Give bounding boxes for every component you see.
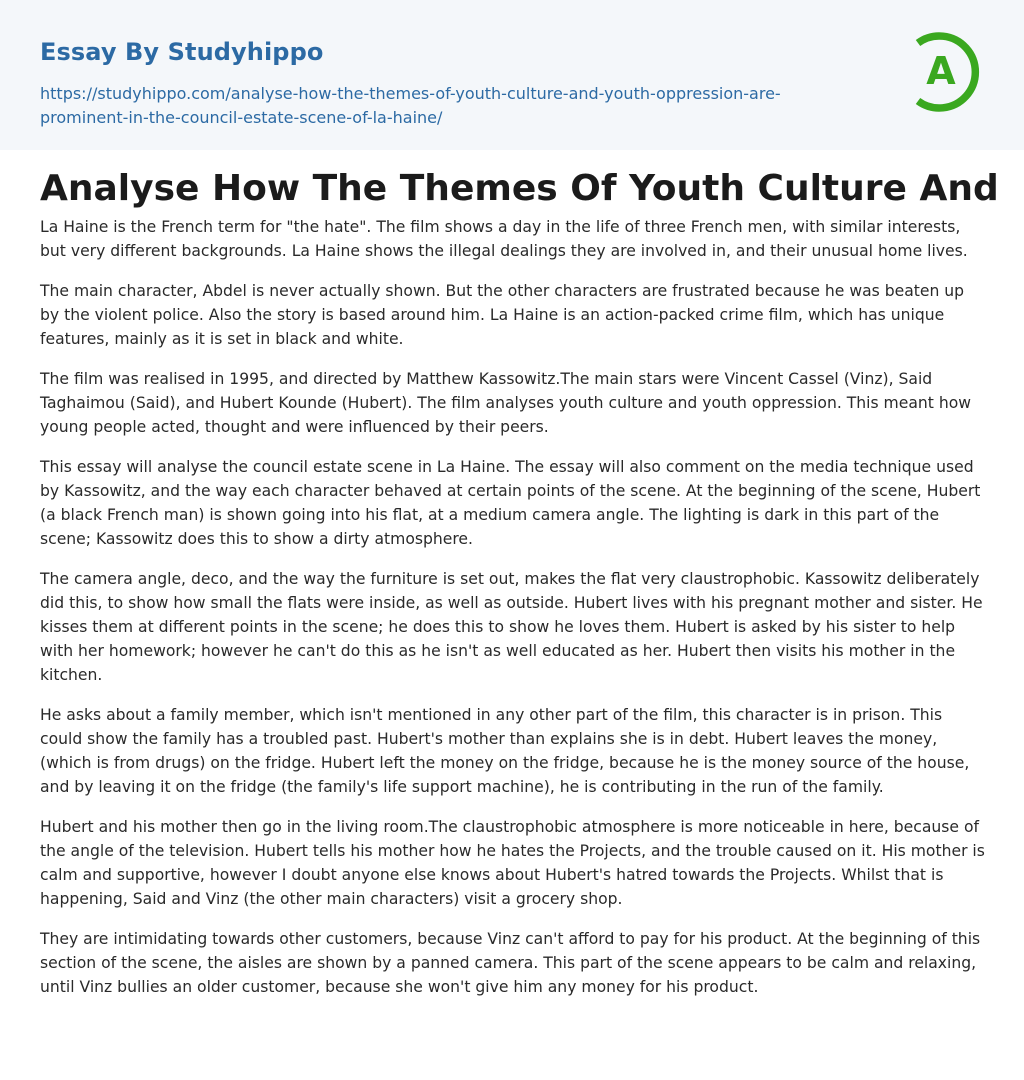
essay-paragraph: They are intimidating towards other customers, because Vinz can't afford to pay for his product. At the beginning of this section of the scene, the aisles are shown by a panned camera. This part of the scene appears to be calm and relaxing, until Vinz bullies an older customer, because she won't give him any money for his product. <box>40 930 981 996</box>
essay-paragraph: Hubert and his mother then go in the living room.The claustrophobic atmosphere is more noticeable in here, because of the angle of the television. Hubert tells his mother how he hates the Projects, and the trouble caused on it. His mother is calm and supportive, however I doubt anyone else knows about Hubert's hatred towards the Projects. Whilst that is happening, Said and Vinz (the other main characters) visit a grocery shop. <box>40 818 985 908</box>
essay-paragraph: He asks about a family member, which isn't mentioned in any other part of the film, this character is in prison. This could show the family has a troubled past. Hubert's mother than explains she is in debt. Hubert leaves the money, (which is from drugs) on the fridge. Hubert left the money on the fridge, because he is the money source of the house, and by leaving it on the fridge (the family's life support machine), he is contributing in the run of the family. <box>40 706 970 796</box>
essay-title: Analyse How The Themes Of Youth Culture And <box>40 168 999 209</box>
site-header <box>0 0 1024 150</box>
essay-url-link[interactable]: https://studyhippo.com/analyse-how-the-themes-of-youth-culture-and-youth-oppression-are-prominent-in-the-council-estate-scene-of-la-haine/ <box>40 84 781 127</box>
essay-paragraph: La Haine is the French term for "the hate". The film shows a day in the life of three French men, with similar interests, but very different backgrounds. La Haine shows the illegal dealings they are involved in, and their unusual home lives. <box>40 218 968 260</box>
logo-letter: A <box>926 49 956 93</box>
essay-body <box>40 215 988 1015</box>
studyhippo-logo-icon[interactable] <box>906 29 986 115</box>
essay-paragraph: The main character, Abdel is never actually shown. But the other characters are frustrated because he was beaten up by the violent police. Also the story is based around him. La Haine is an action-packed crime film, which has unique features, mainly as it is set in black and white. <box>40 282 965 348</box>
essay-paragraph: The film was realised in 1995, and directed by Matthew Kassowitz.The main stars were Vincent Cassel (Vinz), Said Taghaimou (Said), and Hubert Kounde (Hubert). The film analyses youth culture and youth oppression. This meant how young people acted, thought and were influenced by their peers. <box>40 370 972 436</box>
essay-paragraph: This essay will analyse the council estate scene in La Haine. The essay will also comment on the media technique used by Kassowitz, and the way each character behaved at certain points of the scene. At the beginning of the scene, Hubert (a black French man) is shown going into his flat, at a medium camera angle. The lighting is dark in this part of the scene; Kassowitz does this to show a dirty atmosphere. <box>40 458 981 548</box>
essay-paragraph: The camera angle, deco, and the way the furniture is set out, makes the flat very claustrophobic. Kassowitz deliberately did this, to show how small the flats were inside, as well as outside. Hubert lives with his pregnant mother and sister. He kisses them at different points in the scene; he does this to show he loves them. Hubert is asked by his sister to help with her homework; however he can't do this as he isn't as well educated as her. Hubert then visits his mother in the kitchen. <box>40 570 983 684</box>
site-brand[interactable]: Essay By Studyhippo <box>40 38 324 66</box>
